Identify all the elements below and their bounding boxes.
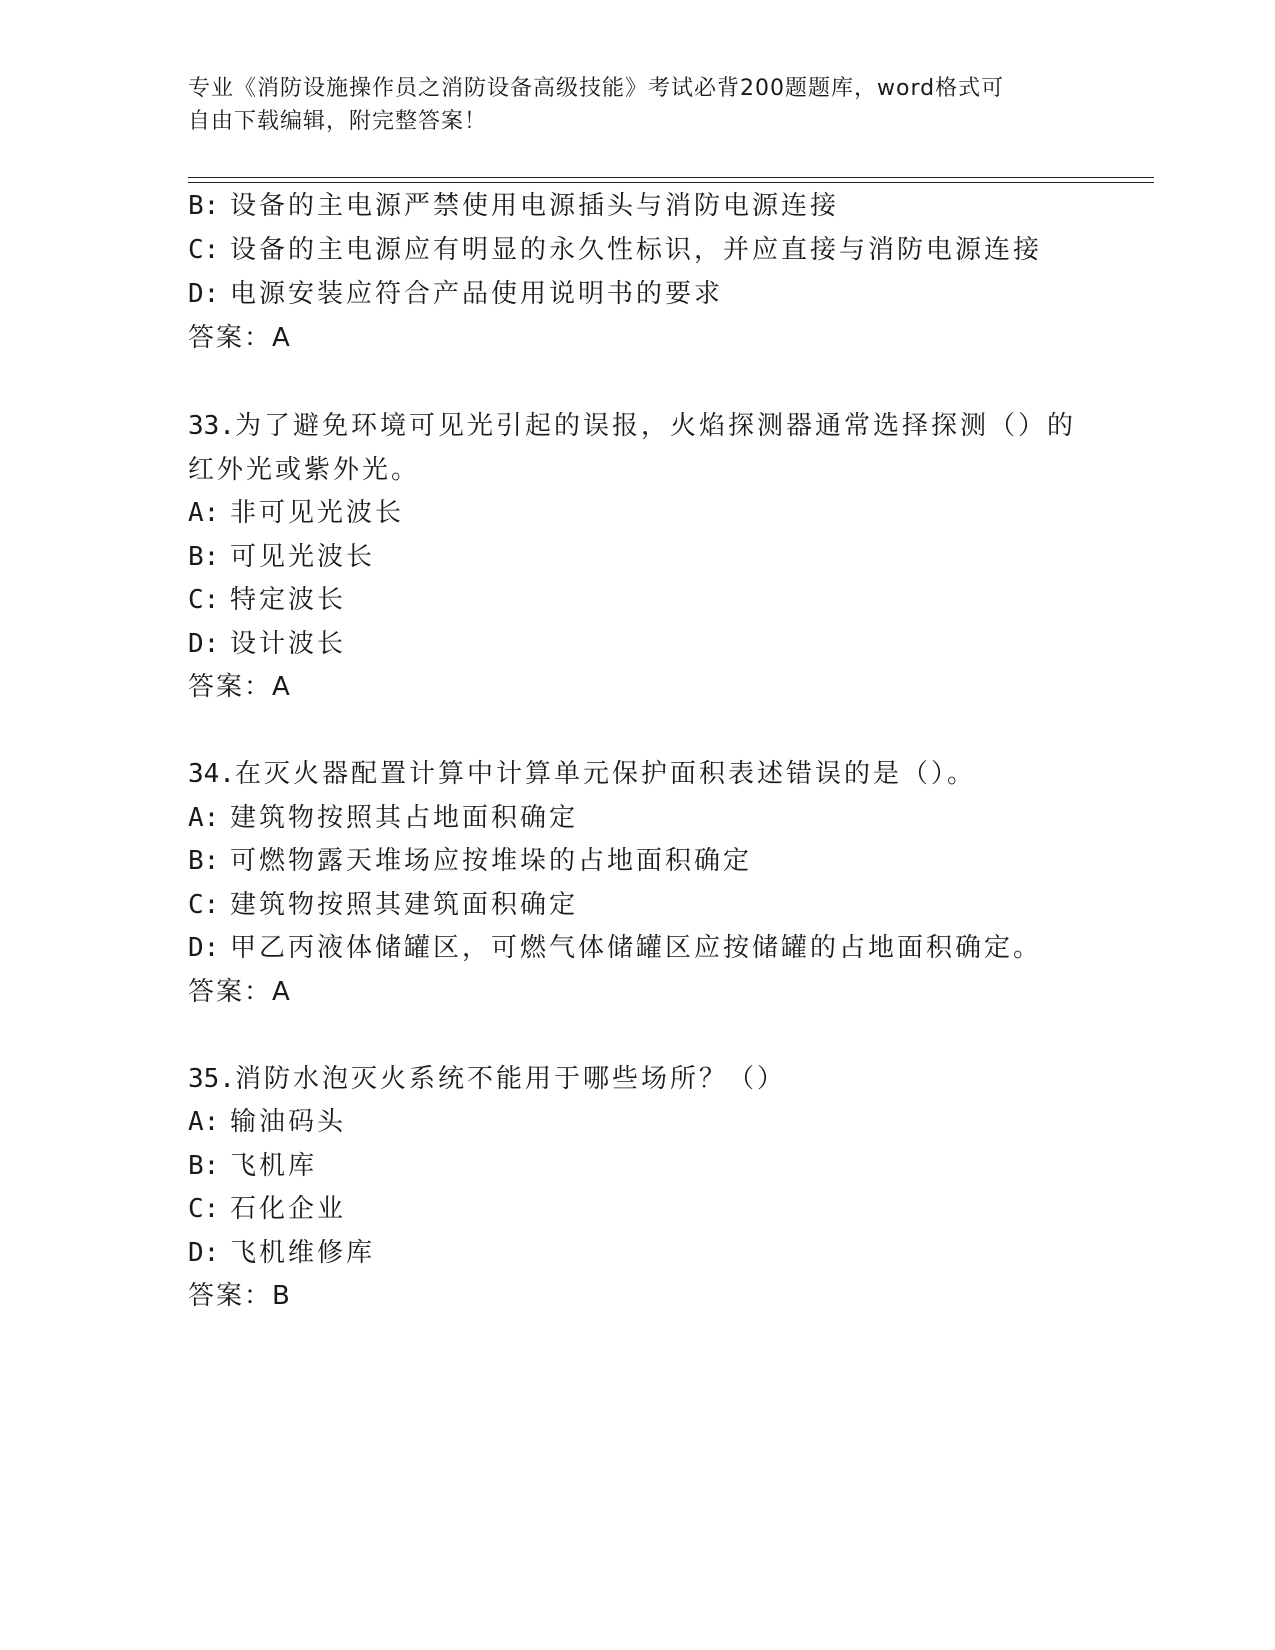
- q34-answer: 答案：A: [188, 977, 292, 1007]
- header-divider-top: [188, 177, 1154, 178]
- option-text: 非可见光波长: [230, 498, 405, 528]
- q34-option-b: [188, 845, 752, 877]
- option-text: 飞机库: [230, 1151, 318, 1181]
- option-text: 可见光波长: [230, 542, 376, 572]
- question-stem-line: 消防水泡灭火系统不能用于哪些场所？（）: [234, 1064, 786, 1094]
- option-label: A:: [188, 803, 220, 833]
- q35-option-a: [188, 1106, 346, 1138]
- option-text: 输油码头: [230, 1107, 347, 1137]
- option-text: 建筑物按照其占地面积确定: [230, 803, 579, 833]
- header-line-2: 自由下载编辑，附完整答案！: [188, 109, 488, 134]
- option-label: C:: [188, 1194, 220, 1224]
- option-label: C:: [188, 585, 220, 615]
- option-text: 建筑物按照其建筑面积确定: [230, 890, 579, 920]
- option-text: 设备的主电源应有明显的永久性标识，并应直接与消防电源连接: [230, 235, 1043, 265]
- option-label: C:: [188, 890, 220, 920]
- option-text: 可燃物露天堆场应按堆垛的占地面积确定: [230, 846, 753, 876]
- q33-option-c: [188, 584, 346, 616]
- option-label: D:: [188, 629, 220, 659]
- q35-option-d: [188, 1237, 375, 1269]
- prev-option-d: [188, 278, 723, 310]
- question-33-stem: [188, 410, 1076, 442]
- option-text: 特定波长: [230, 585, 347, 615]
- question-34-stem: [188, 758, 976, 790]
- document-header: [188, 72, 1088, 138]
- q33-option-a: [188, 497, 404, 529]
- question-number: 33.: [188, 411, 235, 441]
- prev-option-b: [188, 190, 839, 222]
- option-label: C:: [188, 235, 220, 265]
- q34-option-c: [188, 889, 578, 921]
- option-label: B:: [188, 542, 220, 572]
- question-stem-line: 为了避免环境可见光引起的误报，火焰探测器通常选择探测（）的: [234, 411, 1076, 441]
- q33-option-d: [188, 628, 346, 660]
- option-label: A:: [188, 1107, 220, 1137]
- option-text: 设备的主电源严禁使用电源插头与消防电源连接: [230, 191, 840, 221]
- prev-answer: 答案：A: [188, 323, 292, 353]
- q34-option-a: [188, 802, 578, 834]
- option-label: D:: [188, 1238, 220, 1268]
- header-divider-bottom: [188, 182, 1154, 183]
- q35-answer: 答案：B: [188, 1281, 292, 1311]
- question-35-stem: [188, 1063, 786, 1095]
- option-label: B:: [188, 846, 220, 876]
- option-label: D:: [188, 279, 220, 309]
- q33-answer: 答案：A: [188, 672, 292, 702]
- question-33-stem-cont: 红外光或紫外光。: [188, 455, 421, 485]
- q35-option-b: [188, 1150, 317, 1182]
- question-stem-line: 在灭火器配置计算中计算单元保护面积表述错误的是（）。: [234, 759, 976, 789]
- header-line-1: 专业《消防设施操作员之消防设备高级技能》考试必背200题题库，word格式可: [188, 76, 1005, 101]
- question-number: 34.: [188, 759, 235, 789]
- option-text: 电源安装应符合产品使用说明书的要求: [230, 279, 724, 309]
- q34-option-d: [188, 932, 1042, 964]
- option-label: B:: [188, 1151, 220, 1181]
- prev-option-c: [188, 234, 1042, 266]
- q33-option-b: [188, 541, 375, 573]
- q35-option-c: [188, 1193, 346, 1225]
- option-text: 石化企业: [230, 1194, 347, 1224]
- question-number: 35.: [188, 1064, 235, 1094]
- option-label: B:: [188, 191, 220, 221]
- option-text: 飞机维修库: [230, 1238, 376, 1268]
- option-label: D:: [188, 933, 220, 963]
- option-label: A:: [188, 498, 220, 528]
- option-text: 设计波长: [230, 629, 347, 659]
- option-text: 甲乙丙液体储罐区，可燃气体储罐区应按储罐的占地面积确定。: [230, 933, 1043, 963]
